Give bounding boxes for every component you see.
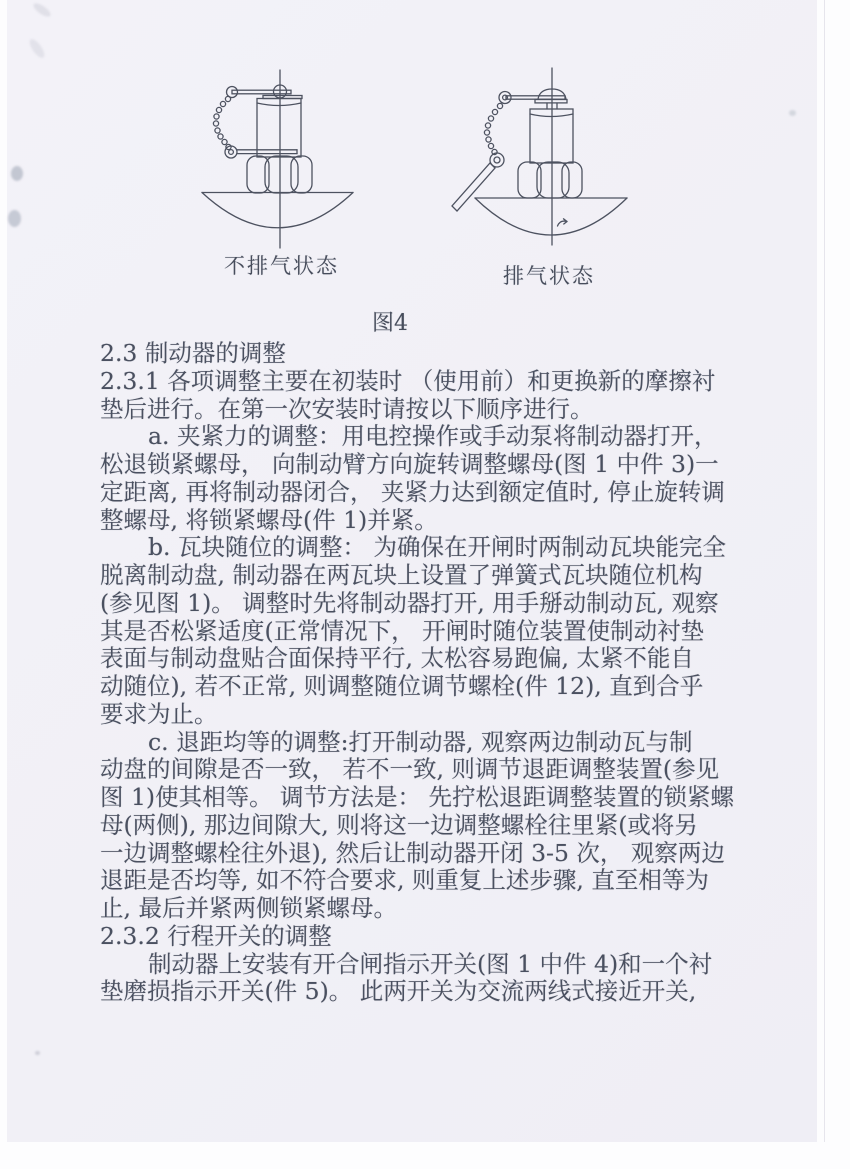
text-line: 定距离, 再将制动器闭合， 夹紧力达到额定值时, 停止旋转调 bbox=[100, 477, 725, 506]
text-line: 整螺母, 将锁紧螺母(件 1)并紧。 bbox=[100, 505, 438, 534]
document-body bbox=[100, 340, 768, 1006]
text-line: 制动器上安装有开合闸指示开关(图 1 中件 4)和一个衬 bbox=[148, 949, 713, 978]
text-line: 止, 最后并紧两侧锁紧螺母。 bbox=[100, 894, 397, 922]
valve-diagram-venting bbox=[440, 62, 640, 252]
page-right-edge bbox=[824, 0, 825, 1142]
text-line: 垫磨损指示开关(件 5)。 此两开关为交流两线式接近开关, bbox=[100, 977, 697, 1006]
text-line: 母(两侧), 那边间隙大, 则将这一边调整螺栓往里紧(或将另 bbox=[100, 810, 698, 839]
text-line: 一边调整螺栓往外退), 然后让制动器开闭 3-5 次， 观察两边 bbox=[100, 838, 725, 867]
text-line: a. 夹紧力的调整：用电控操作或手动泵将制动器打开， bbox=[148, 422, 718, 451]
text-line: b. 瓦块随位的调整： 为确保在开闸时两制动瓦块能完全 bbox=[148, 533, 726, 562]
text-line: 垫后进行。在第一次安装时请按以下顺序进行。 bbox=[100, 394, 594, 423]
figure-label-venting: 排气状态 bbox=[503, 264, 595, 288]
text-line: 要求为止。 bbox=[100, 699, 218, 728]
text-line: 2.3 制动器的调整 bbox=[100, 339, 286, 367]
text-line: 2.3.1 各项调整主要在初装时 （使用前）和更换新的摩擦衬 bbox=[100, 366, 716, 395]
scan-artifact bbox=[789, 110, 796, 116]
text-line: 动随位), 若不正常, 则调整随位调节螺栓(件 12), 直到合乎 bbox=[100, 672, 704, 700]
valve-diagram-not-venting bbox=[185, 65, 405, 255]
text-line: 退距是否均等, 如不符合要求, 则重复上述步骤, 直至相等为 bbox=[100, 866, 709, 895]
text-line: 表面与制动盘贴合面保持平行, 太松容易跑偏, 太紧不能自 bbox=[100, 644, 694, 673]
scan-artifact bbox=[35, 1051, 40, 1055]
text-line: (参见图 1)。 调整时先将制动器打开, 用手掰动制动瓦, 观察 bbox=[100, 588, 719, 617]
text-line: 脱离制动盘, 制动器在两瓦块上设置了弹簧式瓦块随位机构 bbox=[100, 561, 703, 589]
text-line: c. 退距均等的调整:打开制动器, 观察两边制动瓦与制 bbox=[148, 727, 693, 756]
scan-artifact bbox=[11, 166, 23, 181]
text-line: 2.3.2 行程开关的调整 bbox=[100, 921, 332, 950]
text-line: 动盘的间隙是否一致， 若不一致, 则调节退距调整装置(参见 bbox=[100, 755, 720, 784]
figure-caption: 图4 bbox=[372, 311, 408, 336]
text-line: 图 1)使其相等。 调节方法是： 先拧松退距调整装置的锁紧螺 bbox=[100, 783, 735, 811]
figure-label-not-venting: 不排气状态 bbox=[224, 254, 339, 278]
scan-artifact bbox=[8, 210, 21, 227]
text-line: 松退锁紧螺母， 向制动臂方向旋转调整螺母(图 1 中件 3)一 bbox=[100, 450, 719, 478]
text-line: 其是否松紧适度(正常情况下， 开闸时随位装置使制动衬垫 bbox=[100, 616, 705, 645]
